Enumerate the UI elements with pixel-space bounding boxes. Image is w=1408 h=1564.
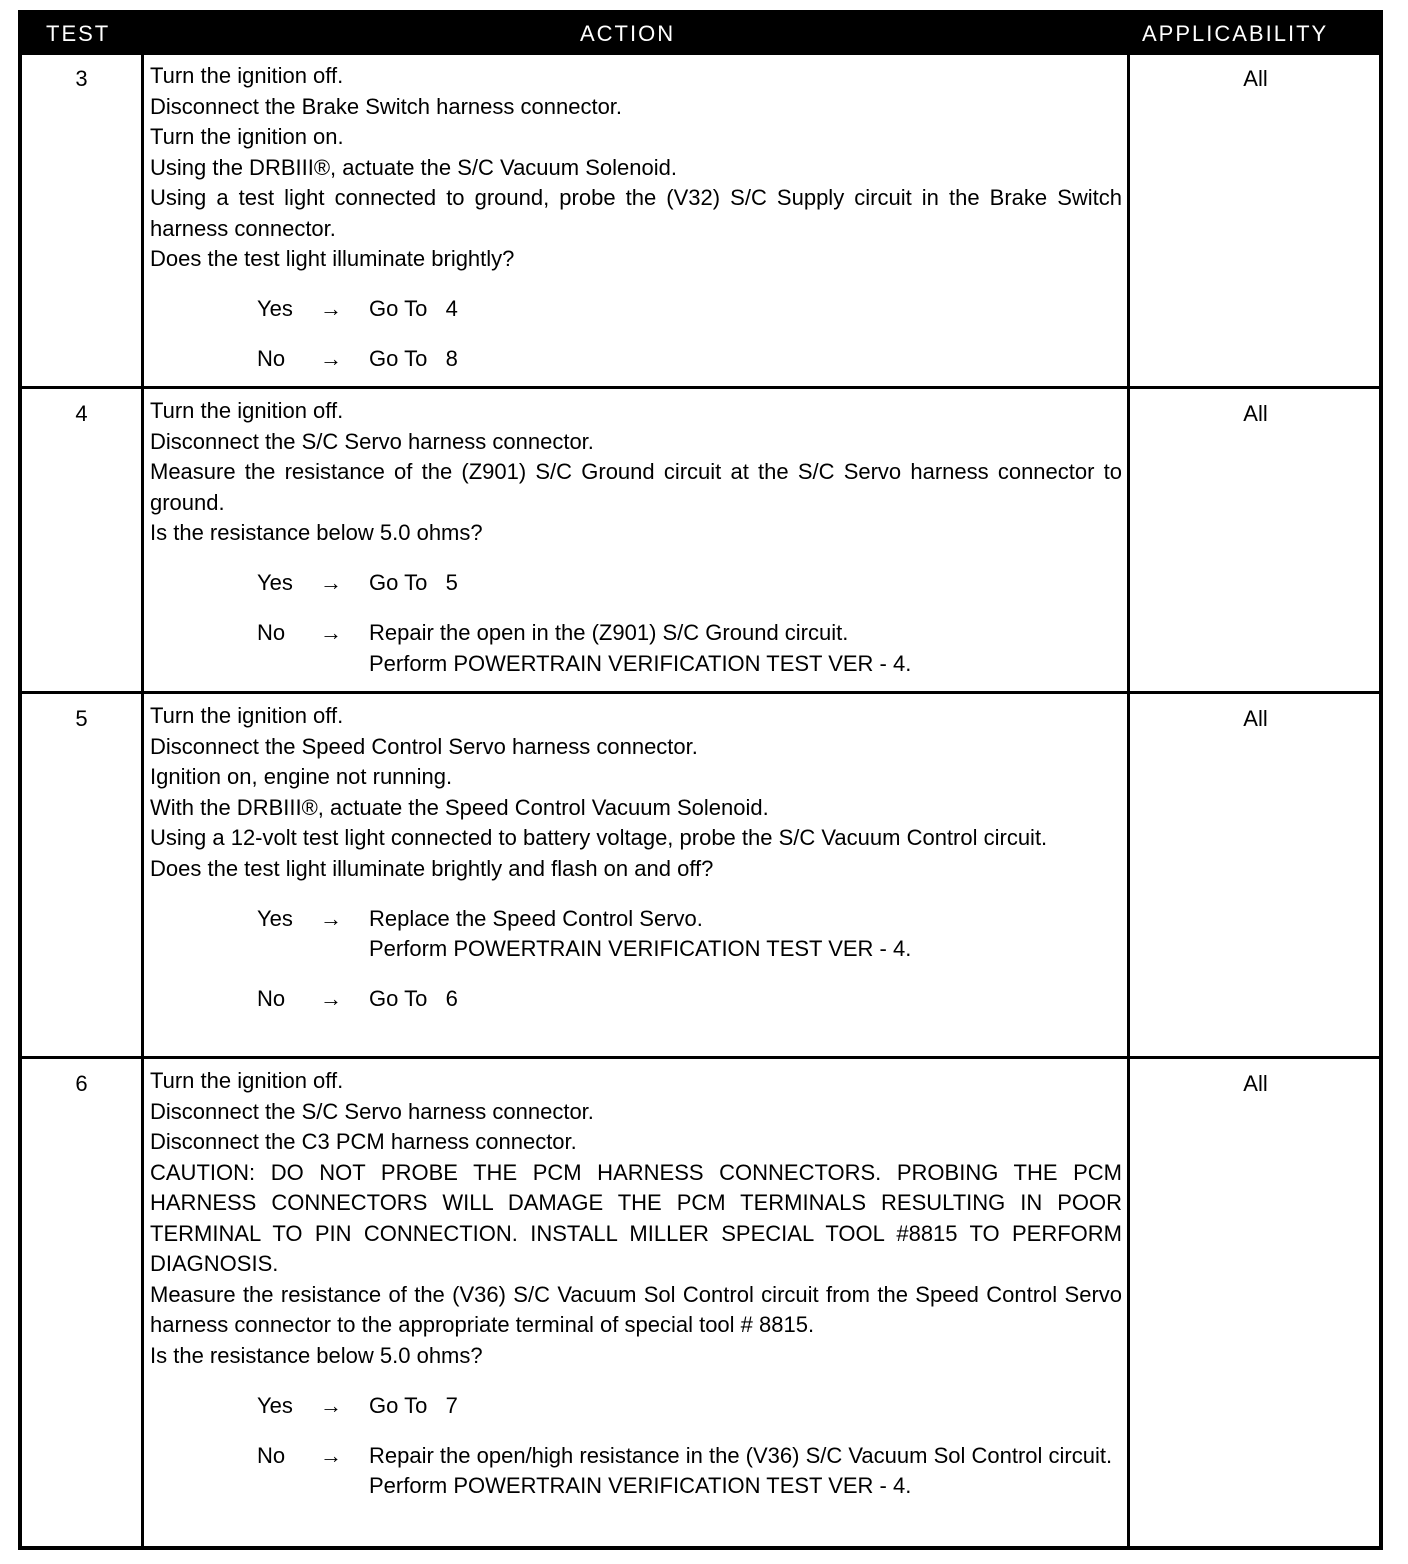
arrow-icon: → xyxy=(320,1392,342,1418)
header-applicability: APPLICABILITY xyxy=(1142,21,1329,46)
action-line: Ignition on, engine not running. xyxy=(150,764,453,789)
row-divider xyxy=(22,386,1379,389)
test-number: 5 xyxy=(75,706,88,731)
test-number: 6 xyxy=(75,1071,88,1096)
action-cell xyxy=(150,701,1122,1015)
no-label: No xyxy=(257,986,286,1011)
column-divider xyxy=(141,55,144,1546)
no-label: No xyxy=(257,346,286,371)
action-line: Does the test light illuminate brightly? xyxy=(150,246,515,271)
no-branch xyxy=(150,1441,1122,1533)
yes-label: Yes xyxy=(257,296,293,321)
header-action: ACTION xyxy=(580,21,676,46)
caution-text: CAUTION: DO NOT PROBE THE PCM HARNESS CONNECTORS. PROBING THE PCM HARNESS CONNECTORS WILL DAMAGE THE PCM TERMINALS RESULTING IN POOR TERMINAL TO PIN CONNECTION. INSTALL MILLER SPECIAL TOOL #8815 TO PERFORM DIAGNOSIS. xyxy=(150,1159,1122,1276)
action-cell xyxy=(150,396,1122,679)
no-text: Perform POWERTRAIN VERIFICATION TEST VER - 4. xyxy=(369,650,912,676)
action-line: Disconnect the Brake Switch harness connector. xyxy=(150,93,623,119)
applicability: All xyxy=(1243,66,1268,91)
yes-text: Go To 4 xyxy=(369,296,458,321)
no-text: Repair the open/high resistance in the (V36) S/C Vacuum Sol Control circuit. xyxy=(369,1442,1113,1468)
arrow-icon: → xyxy=(320,620,342,645)
yes-text: Replace the Speed Control Servo. xyxy=(369,905,703,931)
applicability: All xyxy=(1243,1071,1268,1096)
action-cell xyxy=(150,61,1122,375)
arrow-icon: → xyxy=(320,346,342,371)
yes-text: Go To 7 xyxy=(369,1392,458,1418)
test-number: 3 xyxy=(75,66,88,91)
yes-text: Go To 5 xyxy=(369,570,458,595)
header-test: TEST xyxy=(46,21,111,46)
diagnostic-table xyxy=(18,10,1383,1550)
no-text: Perform POWERTRAIN VERIFICATION TEST VER - 4. xyxy=(369,1473,912,1498)
action-line: Using a test light connected to ground, probe the (V32) S/C Supply circuit in the Brake Switch harness connector. xyxy=(150,185,1122,241)
action-line: Is the resistance below 5.0 ohms? xyxy=(150,520,483,545)
action-line: Turn the ignition off. xyxy=(150,1068,344,1093)
yes-branch xyxy=(150,904,1122,965)
row-divider xyxy=(22,1056,1379,1059)
action-line: With the DRBIII®, actuate the Speed Control Vacuum Solenoid. xyxy=(150,794,769,820)
action-line: Turn the ignition off. xyxy=(150,703,344,728)
action-line: Disconnect the S/C Servo harness connector. xyxy=(150,1098,594,1124)
arrow-icon: → xyxy=(320,905,342,931)
action-line: Turn the ignition off. xyxy=(150,398,344,423)
action-line: Measure the resistance of the (V36) S/C Vacuum Sol Control circuit from the Speed Control Servo harness connector to the appropriate terminal of special tool # 8815. xyxy=(150,1281,1122,1337)
action-line: Turn the ignition off. xyxy=(150,63,344,88)
action-line: Is the resistance below 5.0 ohms? xyxy=(150,1342,483,1368)
action-line: Disconnect the S/C Servo harness connector. xyxy=(150,428,594,454)
no-branch xyxy=(150,344,1122,375)
yes-text: Perform POWERTRAIN VERIFICATION TEST VER - 4. xyxy=(369,936,912,961)
yes-label: Yes xyxy=(257,1392,293,1418)
no-text: Go To 8 xyxy=(369,346,458,371)
arrow-icon: → xyxy=(320,296,342,321)
row-divider xyxy=(22,691,1379,694)
yes-branch xyxy=(150,294,1122,325)
test-number: 4 xyxy=(75,401,88,426)
action-cell xyxy=(150,1066,1122,1532)
action-line: Turn the ignition on. xyxy=(150,124,344,149)
no-branch xyxy=(150,618,1122,679)
action-line: Disconnect the Speed Control Servo harness connector. xyxy=(150,733,698,759)
no-branch xyxy=(150,984,1122,1015)
arrow-icon: → xyxy=(320,1442,342,1468)
applicability: All xyxy=(1243,706,1268,731)
no-text: Repair the open in the (Z901) S/C Ground circuit. xyxy=(369,620,849,645)
arrow-icon: → xyxy=(320,570,342,595)
yes-label: Yes xyxy=(257,570,293,595)
table-header xyxy=(22,14,1379,55)
column-divider xyxy=(1127,55,1130,1546)
yes-branch xyxy=(150,1391,1122,1422)
action-line: Using the DRBIII®, actuate the S/C Vacuum Solenoid. xyxy=(150,154,677,180)
action-line: Measure the resistance of the (Z901) S/C Ground circuit at the S/C Servo harness connector to ground. xyxy=(150,459,1122,515)
no-label: No xyxy=(257,1442,286,1468)
applicability: All xyxy=(1243,401,1268,426)
no-label: No xyxy=(257,620,286,645)
yes-branch xyxy=(150,568,1122,599)
action-line: Disconnect the C3 PCM harness connector. xyxy=(150,1129,577,1154)
yes-label: Yes xyxy=(257,905,293,931)
arrow-icon: → xyxy=(320,986,342,1011)
action-line: Using a 12-volt test light connected to battery voltage, probe the S/C Vacuum Control circuit. xyxy=(150,825,1048,850)
no-text: Go To 6 xyxy=(369,986,458,1011)
action-line: Does the test light illuminate brightly and flash on and off? xyxy=(150,855,714,881)
